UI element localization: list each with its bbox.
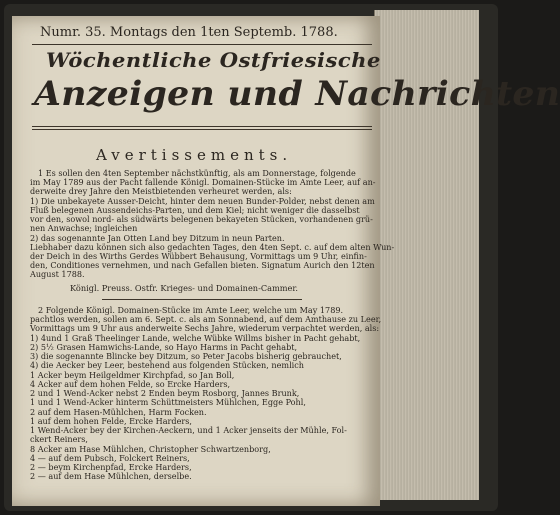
notice2-line: 4) die Aecker bey Leer, bestehend aus folgenden Stücken, nemlich bbox=[30, 360, 305, 370]
notice2-line: 1 Acker beym Heilgeldmer Kirchpfad, so Jan Boll, bbox=[30, 370, 235, 380]
notice1-line: 2) das sogenannte Jan Otten Land bey Ditzum in neun Parten. bbox=[30, 233, 285, 243]
title-line-2: Anzeigen und Nachrichten bbox=[34, 74, 560, 114]
notice1-line: Liebhaber dazu können sich also gedachten Tages, den 4ten Sept. c. auf dem alten Wun- bbox=[30, 242, 395, 252]
notice2-line: 1 auf dem hohen Felde, Ercke Harders, bbox=[30, 416, 192, 426]
masthead-line: Numr. 35. Montags den 1ten Septemb. 1788. bbox=[40, 25, 338, 40]
masthead-rule bbox=[32, 44, 372, 45]
notice2-line: 2) 5½ Grasen Hamwichs-Lande, so Hayo Harms in Pacht gehabt, bbox=[30, 342, 298, 352]
title-rule-top bbox=[32, 126, 372, 127]
notice2-line: 8 Acker am Hase Mühlchen, Christopher Schwartzenborg, bbox=[30, 444, 271, 454]
notice1-line: im May 1789 aus der Pacht fallende Königl. Domainen-Stücke im Amte Leer, auf an- bbox=[30, 177, 376, 187]
notice2-line: 1 Wend-Acker bey der Kirchen-Aeckern, und 1 Acker jenseits der Mühle, Fol- bbox=[30, 425, 347, 435]
notice2-line: Vormittags um 9 Uhr aus anderweite Sechs Jahre, wiederum verpachtet werden, als: bbox=[30, 323, 380, 333]
notice2-line: 1 und 1 Wend-Acker hinterm Schüttmeisters Mühlchen, Egge Pohl, bbox=[30, 397, 306, 407]
notice2-line: 2 — beym Kirchenpfad, Ercke Harders, bbox=[30, 462, 192, 472]
notice2-line: 2 auf dem Hasen-Mühlchen, Harm Focken. bbox=[30, 407, 207, 417]
notice2-line: pachtlos werden, sollen am 6. Sept. c. als am Sonnabend, auf dem Amthause zu Leer, bbox=[30, 314, 382, 324]
notice1-line: 1) Die unbekayete Ausser-Deicht, hinter dem neuen Bunder-Polder, nebst denen am bbox=[30, 196, 375, 206]
notice2-line: 2 und 1 Wend-Acker nebst 2 Enden beym Rosborg, Jannes Brunk, bbox=[30, 388, 300, 398]
newspaper-page bbox=[12, 16, 560, 506]
notice1-line: 1 Es sollen den 4ten September nächstkünftig, als am Donnerstage, folgende bbox=[38, 168, 356, 178]
notice1-line: vor den, sowol nord- als südwärts belegenen bekayeten Stücken, vorhandenen grü- bbox=[30, 214, 373, 224]
title-rule-bottom bbox=[32, 129, 372, 130]
book-binding bbox=[4, 4, 560, 511]
notice1-line: der Deich in des Wirths Gerdes Wübbert Behausung, Vormittags um 9 Uhr, einfin- bbox=[30, 251, 367, 261]
title-line-1: Wöchentliche Ostfriesische bbox=[46, 48, 381, 72]
notice2-line: 1) 4und 1 Graß Theelinger Lande, welche Wübke Willms bisher in Pacht gehabt, bbox=[30, 333, 361, 343]
section-heading: Avertissements. bbox=[96, 146, 293, 164]
notice1-line: nen Anwachse; ingleichen bbox=[30, 223, 138, 233]
notice2-line: 2 Folgende Königl. Domainen-Stücke im Amte Leer, welche um May 1789. bbox=[38, 305, 344, 315]
notice2-line: 2 — auf dem Hase Mühlchen, derselbe. bbox=[30, 471, 192, 481]
notice1-line: den, Conditiones vernehmen, und nach Gefallen bieten. Signatum Aurich den 12ten bbox=[30, 260, 375, 270]
notice1-line: derweite drey Jahre den Meistbietenden verheuret werden, als: bbox=[30, 186, 292, 196]
notice1-signature: Königl. Preuss. Ostfr. Krieges- und Domainen-Cammer. bbox=[70, 283, 298, 293]
notice2-line: ckert Reiners, bbox=[30, 434, 88, 444]
notice1-line: Fluß belegenen Aussendeichs-Parten, und dem Kiel; nicht weniger die dasselbst bbox=[30, 205, 360, 215]
notice-divider bbox=[102, 299, 302, 300]
notice2-line: 3) die sogenannte Blincke bey Ditzum, so Peter Jacobs bisherig gebrauchet, bbox=[30, 351, 342, 361]
notice2-line: 4 — auf dem Pubsch, Folckert Reiners, bbox=[30, 453, 190, 463]
notice1-line: August 1788. bbox=[30, 269, 85, 279]
notice2-line: 4 Acker auf dem hohen Felde, so Ercke Harders, bbox=[30, 379, 231, 389]
